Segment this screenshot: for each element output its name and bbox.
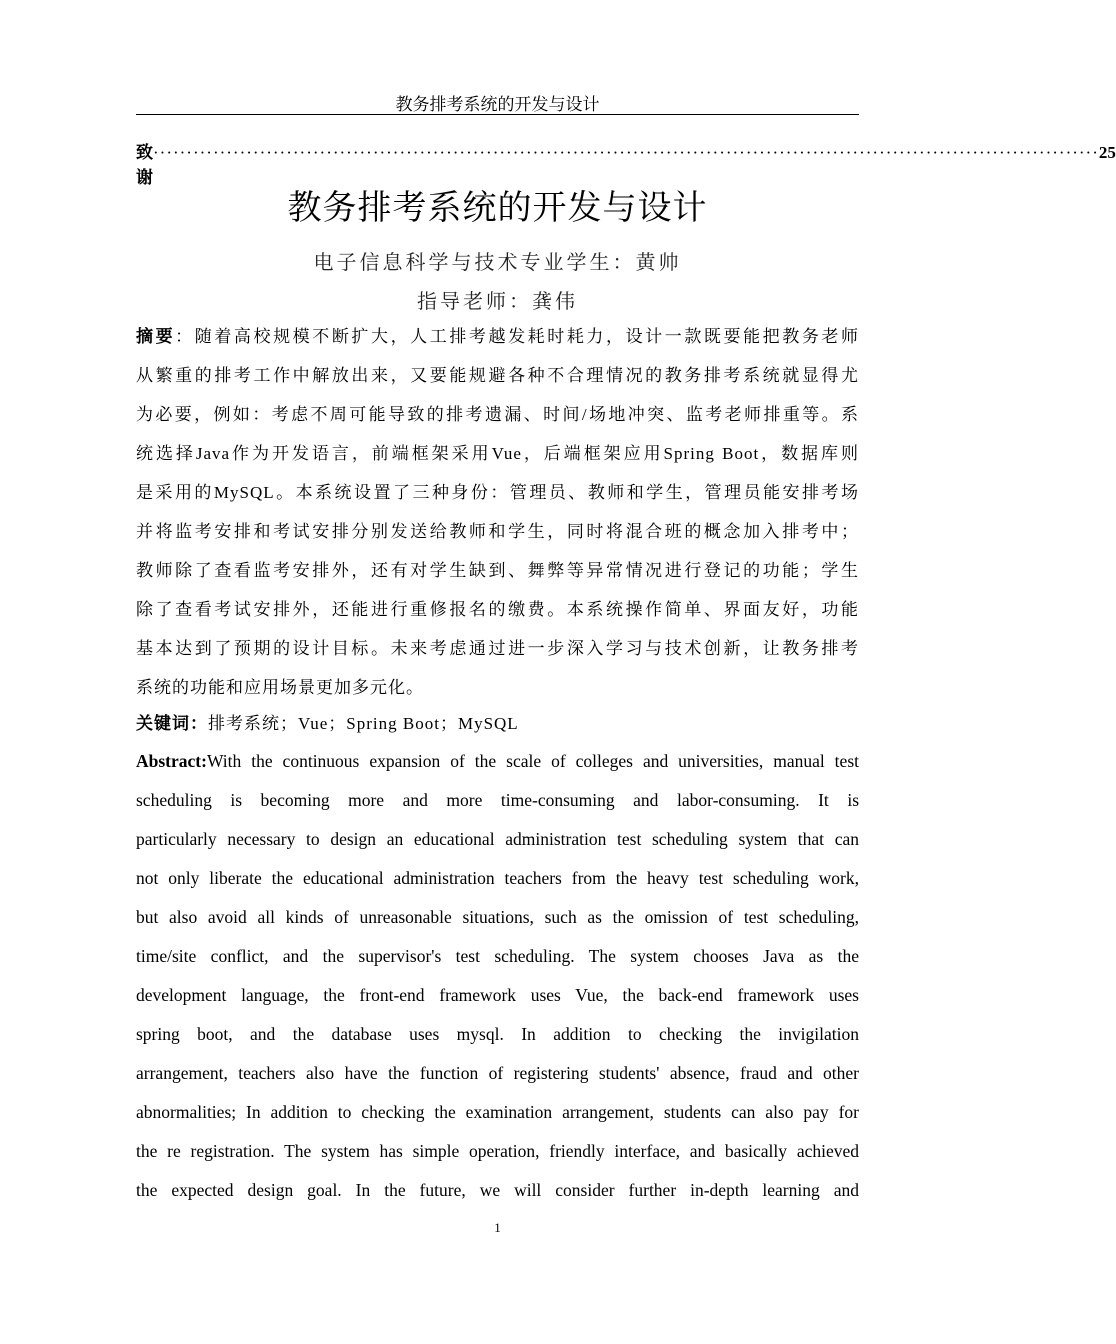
text-line <box>136 1022 859 1046</box>
toc-entry-label: 致谢 <box>136 143 153 187</box>
text-line <box>136 983 859 1007</box>
keywords-text: 排考系统；Vue；Spring Boot；MySQL <box>208 714 519 733</box>
keywords-cn <box>136 712 859 736</box>
line-text: 除了查看考试安排外，还能进行重修报名的缴费。本系统操作简单、界面友好，功能 <box>136 600 859 619</box>
line-text: time/site conflict, and the supervisor's test scheduling. The system chooses Java as the <box>136 946 859 966</box>
author-line: 电子信息科学与技术专业学生：黄帅 <box>313 252 682 274</box>
toc-leader-dots: ·············································································································································· <box>153 143 1099 162</box>
line-text: 系统的功能和应用场景更加多元化。 <box>136 678 424 697</box>
keywords-label: 关键词： <box>136 714 208 733</box>
line-text: 基本达到了预期的设计目标。未来考虑通过进一步深入学习与技术创新，让教务排考 <box>136 639 859 658</box>
line-text: 统选择Java作为开发语言，前端框架采用Vue，后端框架应用Spring Boot，数据库则 <box>136 444 859 463</box>
text-line <box>136 1139 859 1163</box>
text-line <box>136 520 859 544</box>
text-line <box>136 1178 859 1202</box>
header-rule <box>136 114 859 115</box>
text-line <box>136 905 859 929</box>
line-text: scheduling is becoming more and more time-consuming and labor-consuming. It is <box>136 790 859 810</box>
text-line <box>136 866 859 890</box>
text-line <box>136 1100 859 1124</box>
advisor-line: 指导老师：龚伟 <box>417 291 578 313</box>
line-text: 并将监考安排和考试安排分别发送给教师和学生，同时将混合班的概念加入排考中； <box>136 522 859 541</box>
line-text: abnormalities; In addition to checking the examination arrangement, students can also pay for <box>136 1102 859 1122</box>
running-header: 教务排考系统的开发与设计 <box>395 95 600 114</box>
line-text: With the continuous expansion of the scale of colleges and universities, manual test <box>206 751 859 771</box>
text-line <box>136 788 859 812</box>
text-line <box>136 559 859 583</box>
line-text: spring boot, and the database uses mysql. In addition to checking the invigilation <box>136 1024 859 1044</box>
text-line <box>136 676 859 700</box>
line-text: 从繁重的排考工作中解放出来，又要能规避各种不合理情况的教务排考系统就显得尤 <box>136 366 859 385</box>
text-line <box>136 481 859 505</box>
line-text: 是采用的MySQL。本系统设置了三种身份：管理员、教师和学生，管理员能安排考场 <box>136 483 859 502</box>
line-text: not only liberate the educational administration teachers from the heavy test scheduling work, <box>136 868 859 888</box>
text-line <box>136 944 859 968</box>
text-line <box>136 598 859 622</box>
text-line <box>136 403 859 427</box>
line-text: development language, the front-end framework uses Vue, the back-end framework uses <box>136 985 859 1005</box>
document-title: 教务排考系统的开发与设计 <box>287 190 708 227</box>
text-line <box>136 1061 859 1085</box>
text-line <box>136 325 859 349</box>
page-number: 1 <box>494 1220 501 1235</box>
abstract-label: Abstract: <box>136 751 207 771</box>
text-line <box>136 442 859 466</box>
line-text: arrangement, teachers also have the function of registering students' absence, fraud and other <box>136 1063 859 1083</box>
line-text: the expected design goal. In the future, we will consider further in-depth learning and <box>136 1180 859 1200</box>
line-text: but also avoid all kinds of unreasonable situations, such as the omission of test scheduling, <box>136 907 859 927</box>
text-line <box>136 827 859 851</box>
line-text: particularly necessary to design an educational administration test scheduling system that can <box>136 829 859 849</box>
line-text: ：随着高校规模不断扩大，人工排考越发耗时耗力，设计一款既要能把教务老师 <box>175 327 860 346</box>
line-text: 为必要，例如：考虑不周可能导致的排考遗漏、时间/场地冲突、监考老师排重等。系 <box>136 405 859 424</box>
text-line <box>136 364 859 388</box>
text-line <box>136 637 859 661</box>
line-text: the re registration. The system has simple operation, friendly interface, and basically achieved <box>136 1141 859 1161</box>
text-line <box>136 749 859 773</box>
abstract-label: 摘要 <box>136 327 176 346</box>
toc-page-number: 25 <box>1098 143 1116 162</box>
line-text: 教师除了查看监考安排外，还有对学生缺到、舞弊等异常情况进行登记的功能；学生 <box>136 561 859 580</box>
